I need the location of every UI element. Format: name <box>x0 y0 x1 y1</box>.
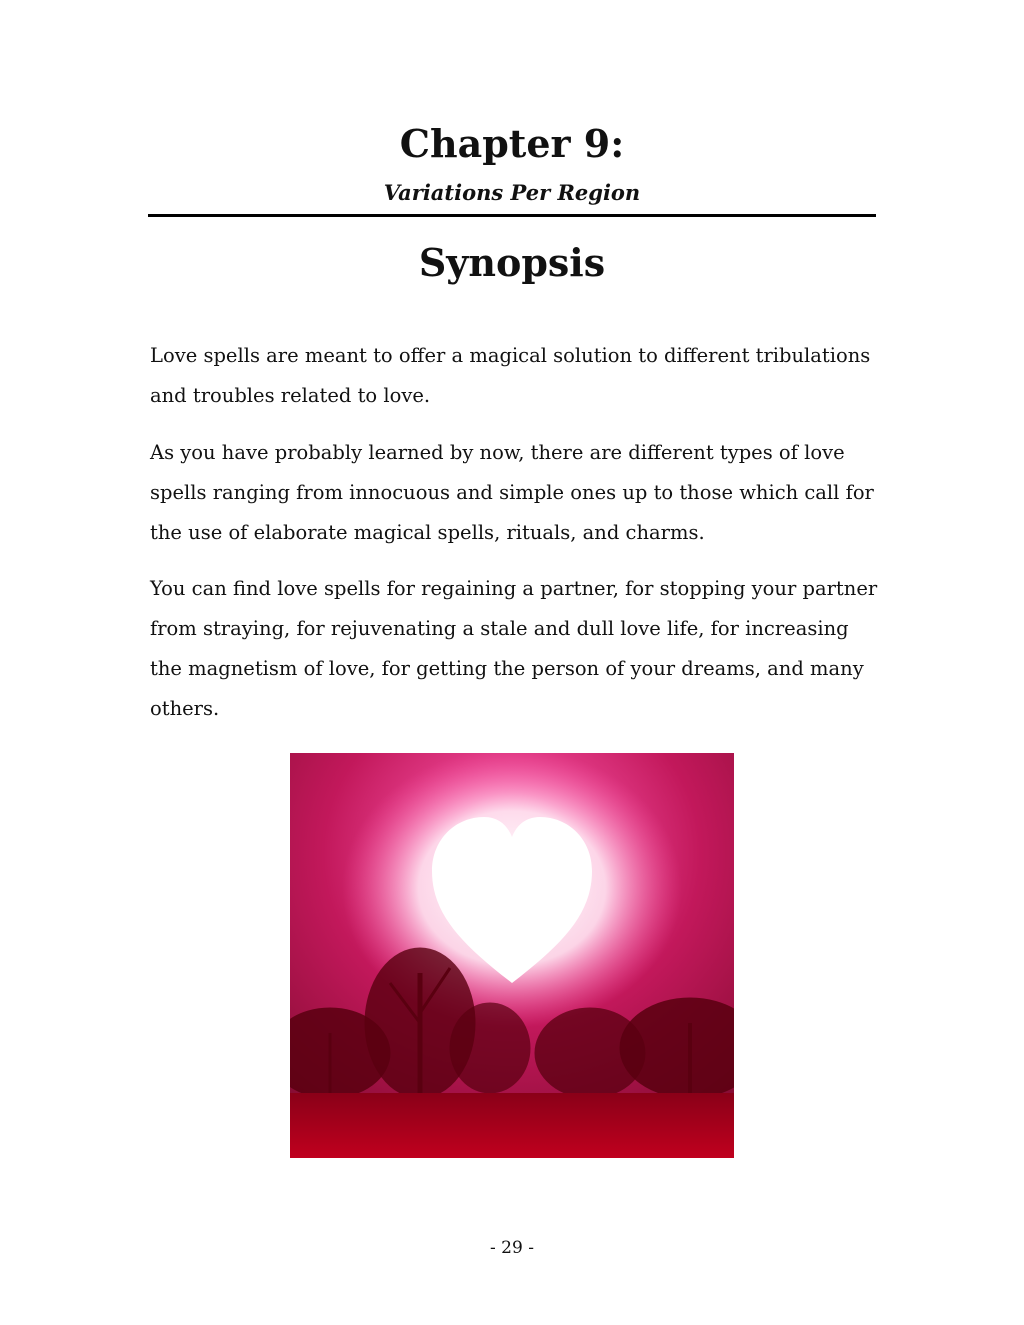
section-title: Synopsis <box>418 240 606 285</box>
paragraph-1: Love spells are meant to offer a magical solution to different tribulations and troubles related to love. <box>150 344 871 407</box>
chapter-title: Chapter 9: <box>399 121 625 166</box>
title-divider <box>148 214 876 217</box>
heart-photo <box>290 753 734 1158</box>
paragraph-2: As you have probably learned by now, there are different types of love spells ranging from innocuous and simple ones up to those which call for the use of elaborate magical spells, rituals, and charms. <box>150 441 874 544</box>
page-number: - 29 - <box>490 1238 534 1258</box>
ground <box>290 1093 734 1158</box>
heart-photo-illustration <box>290 753 734 1158</box>
paragraph-3: You can find love spells for regaining a partner, for stopping your partner from straying, for rejuvenating a stale and dull love life, for increasing the magnetism of love, for getting the person of your dreams, and many others. <box>150 577 878 720</box>
chapter-subtitle: Variations Per Region <box>383 180 641 205</box>
